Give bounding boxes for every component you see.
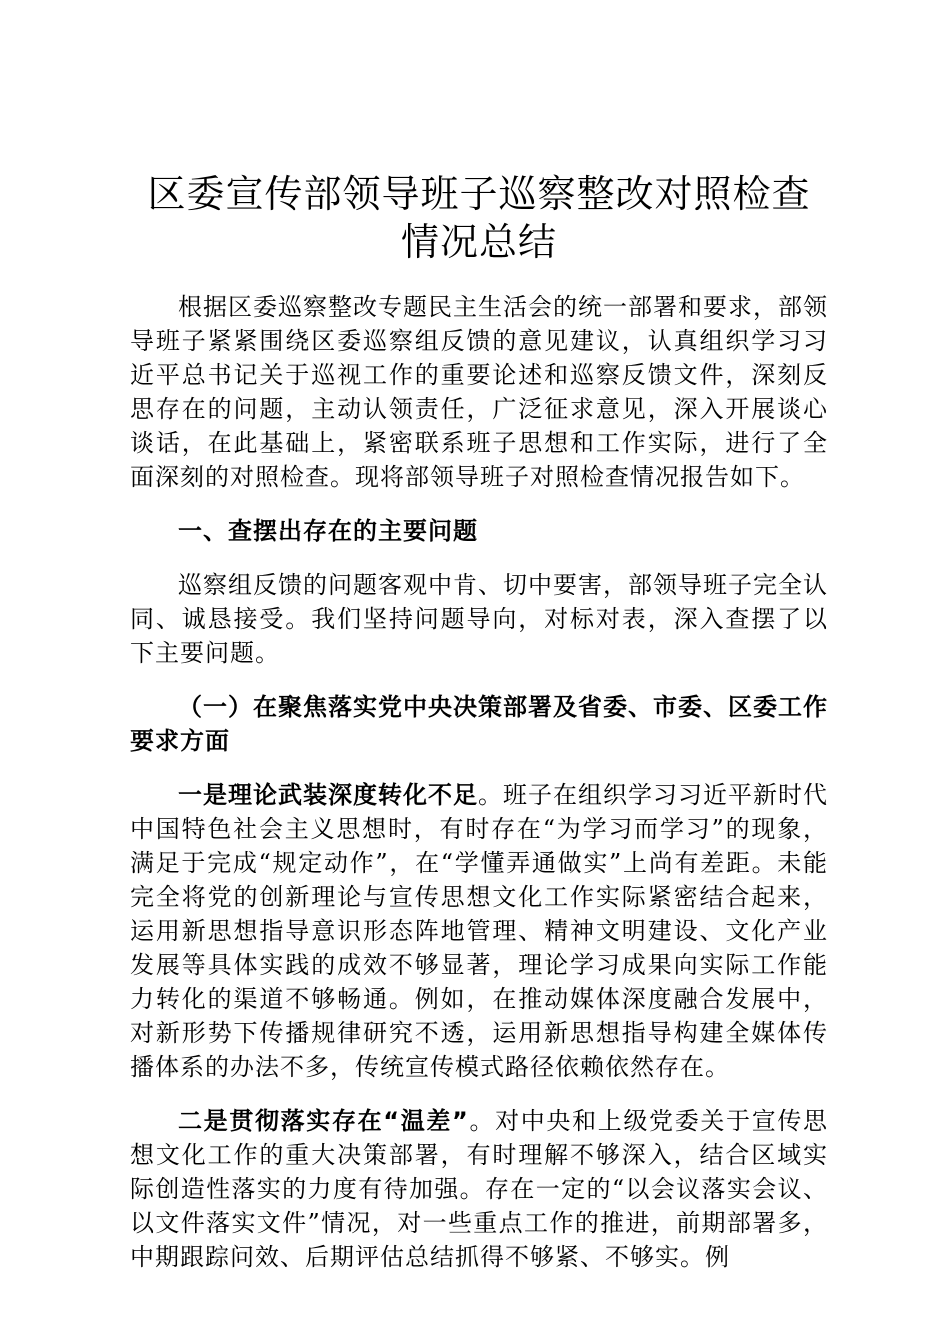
point-2-lead: 二是贯彻落实存在“温差”	[178, 1107, 469, 1135]
document-page	[130, 170, 828, 1294]
point-2-body: 。对中央和上级党委关于宣传思想文化工作的重大决策部署，有时理解不够深入，结合区域实际创造性落实的力度有待加强。存在一定的“以会议落实会议、以文件落实文件”情况，对一些重点工作的推进，前期部署多，中期跟踪问效、后期评估总结抓得不够紧、不够实。例	[130, 1107, 829, 1271]
section-intro-paragraph: 巡察组反馈的问题客观中肯、切中要害，部领导班子完全认同、诚恳接受。我们坚持问题导向，对标对表，深入查摆了以下主要问题。	[130, 571, 828, 667]
point-1-paragraph	[130, 778, 828, 1084]
point-2-paragraph	[130, 1104, 828, 1274]
point-1-lead: 一是理论武装深度转化不足	[178, 781, 478, 809]
intro-paragraph: 根据区委巡察整改专题民主生活会的统一部署和要求，部领导班子紧紧围绕区委巡察组反馈的意见建议，认真组织学习习近平总书记关于巡视工作的重要论述和巡察反馈文件，深刻反思存在的问题，主动认领责任，广泛征求意见，深入开展谈心谈话，在此基础上，紧密联系班子思想和工作实际，进行了全面深刻的对照检查。现将部领导班子对照检查情况报告如下。	[130, 293, 828, 491]
subsection-heading-1: （一）在聚焦落实党中央决策部署及省委、市委、区委工作要求方面	[130, 693, 828, 755]
document-title: 区委宣传部领导班子巡察整改对照检查情况总结	[147, 172, 811, 264]
section-heading-1: 一、查摆出存在的主要问题	[178, 517, 478, 545]
point-1-body: 。班子在组织学习习近平新时代中国特色社会主义思想时，有时存在“为学习而学习”的现象，满足于完成“规定动作”，在“学懂弄通做实”上尚有差距。未能完全将党的创新理论与宣传思想文化工作实际紧密结合起来，运用新思想指导意识形态阵地管理、精神文明建设、文化产业发展等具体实践的成效不够显著，理论学习成果向实际工作能力转化的渠道不够畅通。例如，在推动媒体深度融合发展中，对新形势下传播规律研究不透，运用新思想指导构建全媒体传播体系的办法不多，传统宣传模式路径依赖依然存在。	[130, 781, 828, 1081]
